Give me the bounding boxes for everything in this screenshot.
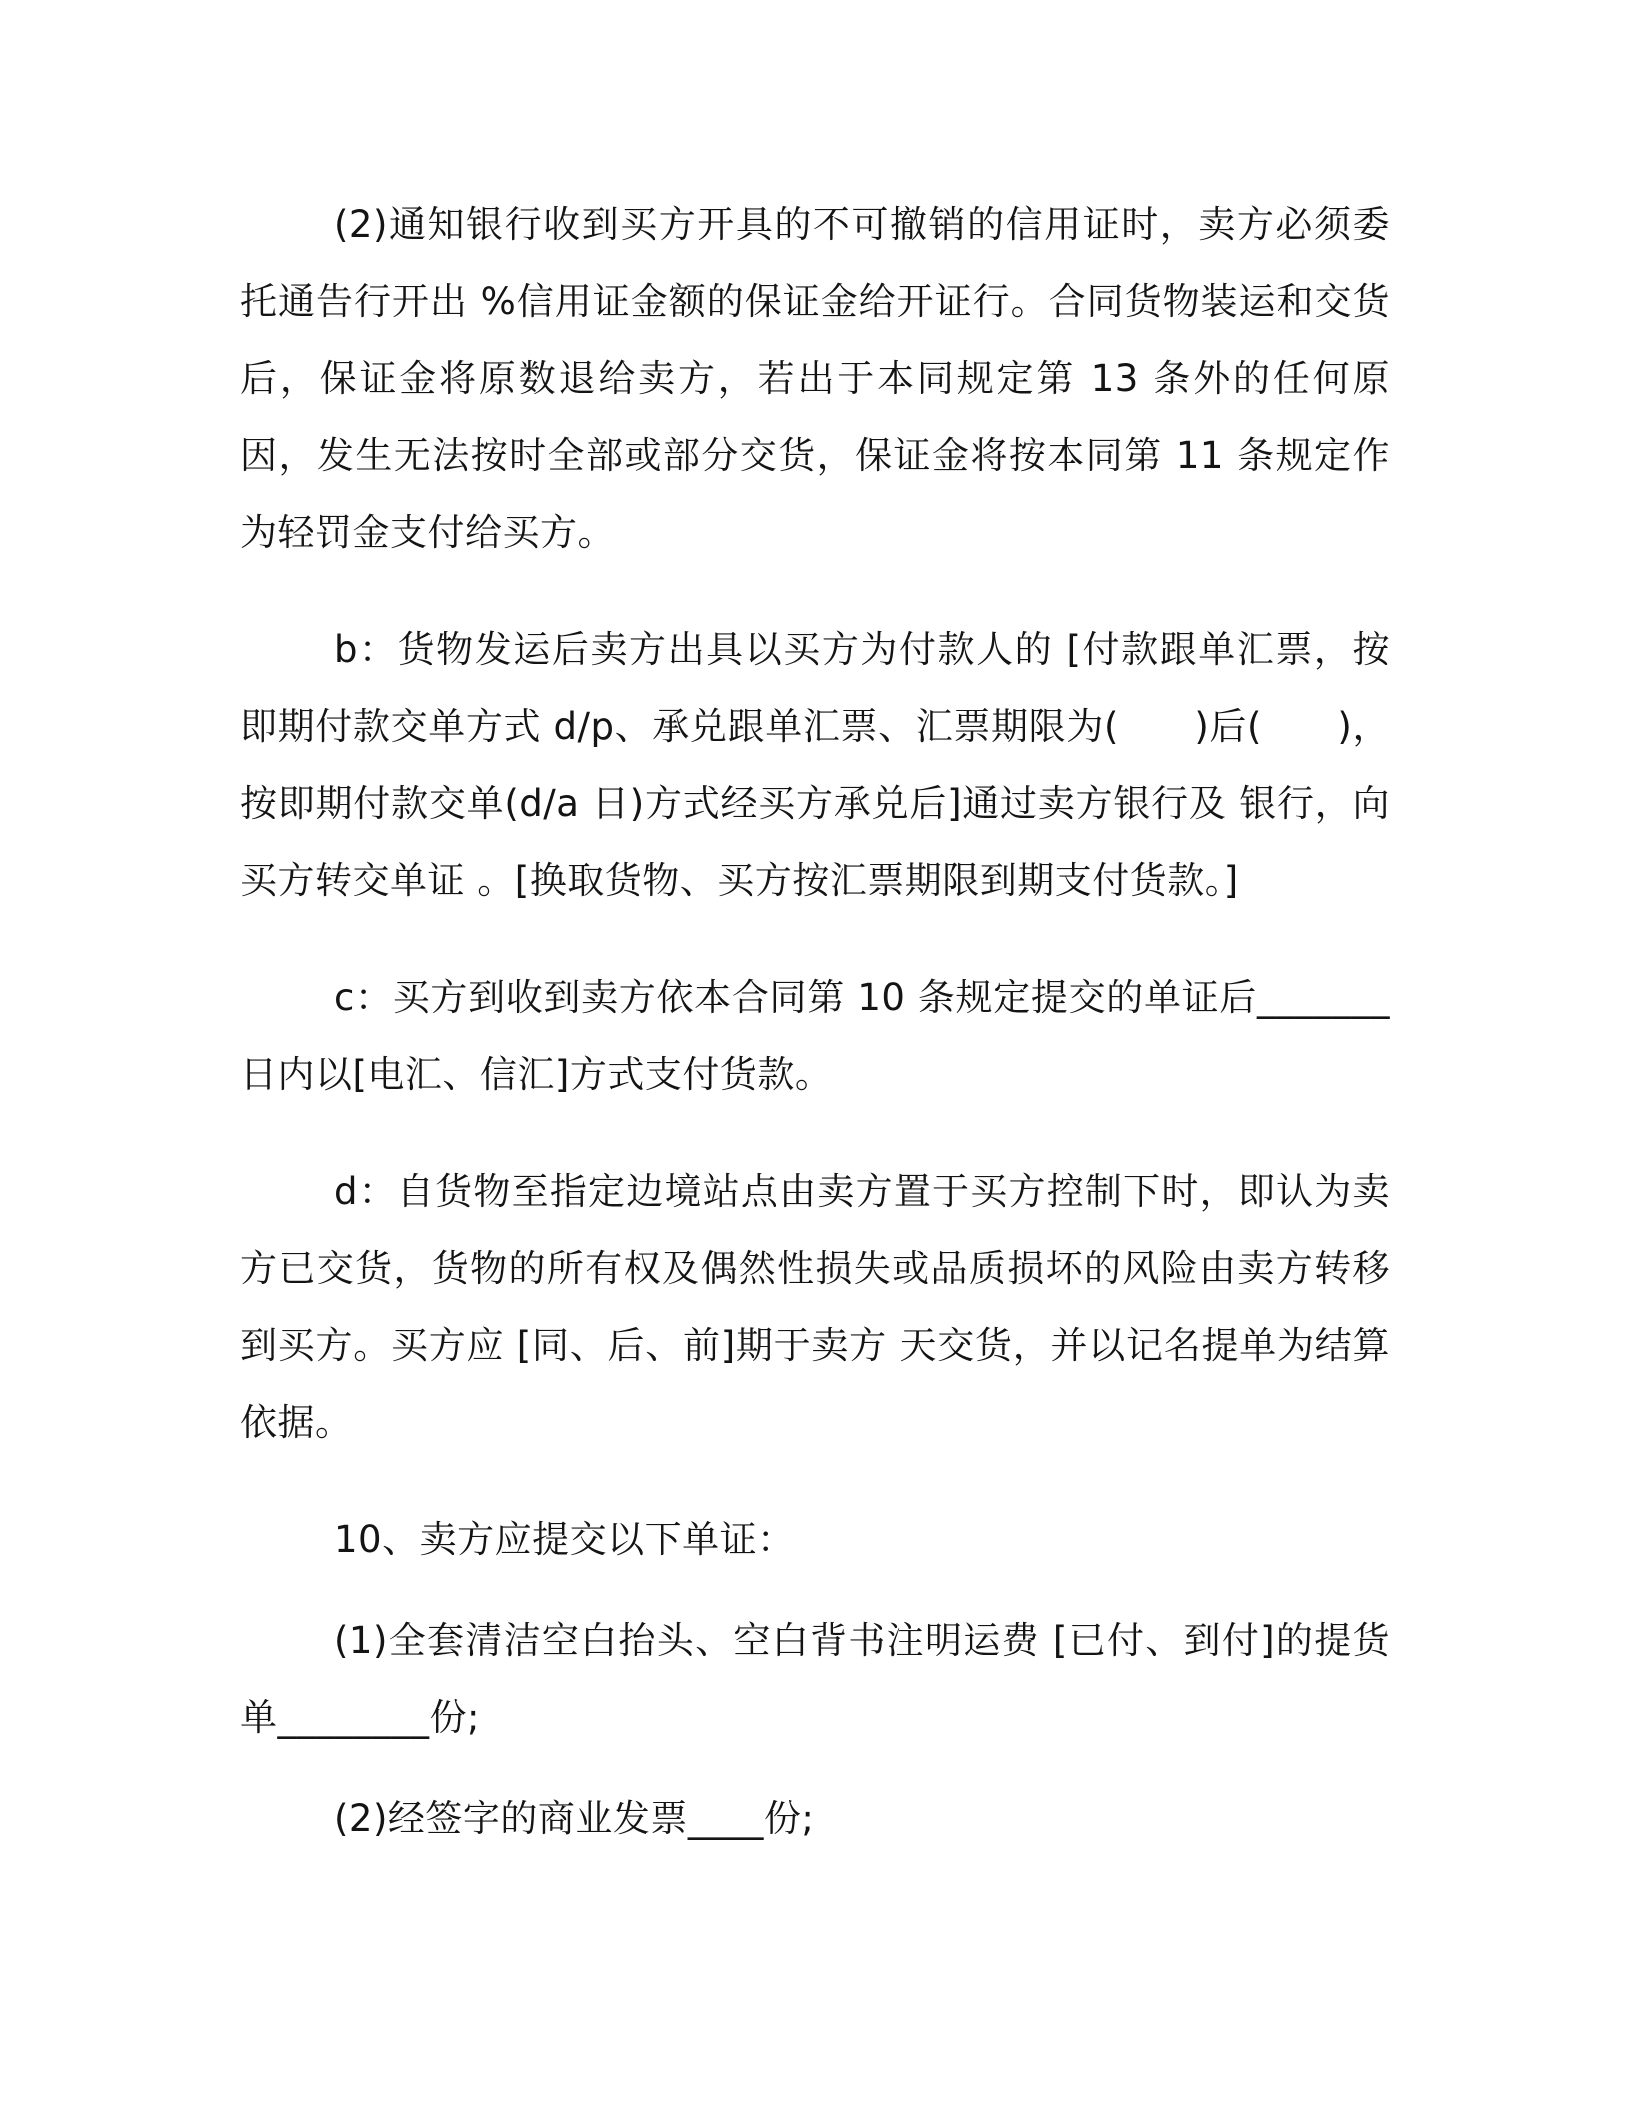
paragraph-clause-c: c：买方到收到卖方依本合同第 10 条规定提交的单证后_______日内以[电汇、信汇]方式支付货款。 — [240, 976, 1390, 1096]
list-item-commercial-invoice: (2)经签字的商业发票____份; — [334, 1797, 815, 1840]
section-heading-10: 10、卖方应提交以下单证： — [334, 1518, 795, 1561]
paragraph-clause-d: d：自货物至指定边境站点由卖方置于买方控制下时，即认为卖方已交货，货物的所有权及偶然性损失或品质损坏的风险由卖方转移到买方。买方应 [同、后、前]期于卖方 天交货，并以记名提单为结算依据。 — [240, 1170, 1390, 1444]
document-page — [240, 186, 1390, 1857]
paragraph-clause-b: b：货物发运后卖方出具以买方为付款人的 [付款跟单汇票，按即期付款交单方式 d/p、承兑跟单汇票、汇票期限为( )后( )，按即期付款交单(d/a 日)方式经买方承兑后]通过卖方银行及 银行，向买方转交单证 。[换取货物、买方按汇票期限到期支付货款。] — [240, 628, 1390, 902]
list-item-bill-of-lading: (1)全套清洁空白抬头、空白背书注明运费 [已付、到付]的提货单________份; — [240, 1619, 1390, 1739]
paragraph-deposit: (2)通知银行收到买方开具的不可撤销的信用证时，卖方必须委托通告行开出 %信用证金额的保证金给开证行。合同货物装运和交货后，保证金将原数退给卖方，若出于本同规定第 13 条外的任何原因，发生无法按时全部或部分交货，保证金将按本同第 11 条规定作为轻罚金支付给买方。 — [240, 203, 1390, 554]
